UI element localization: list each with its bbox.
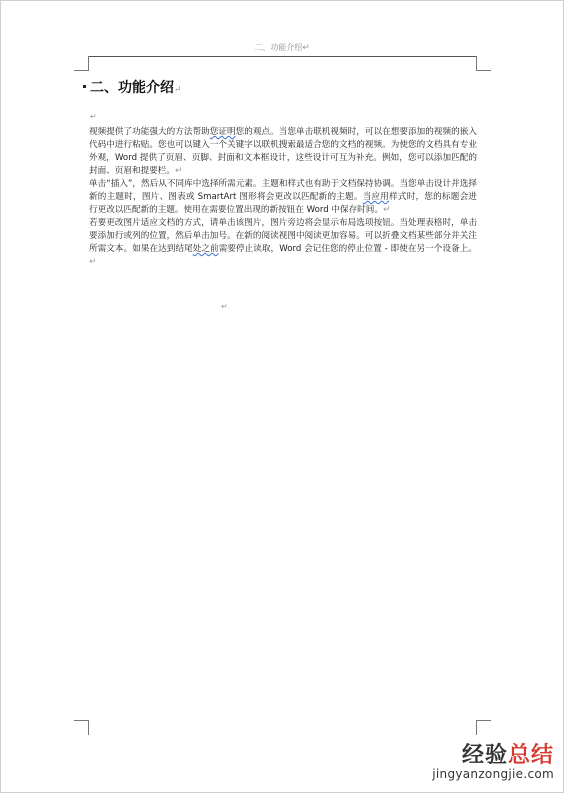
text-run: 您的观点。当您单击联机视频时，可以在想要添加的视频的嵌入代码中进行粘贴。您也可以键入一个关键字以联机搜索最适合您的文档的视频。为使您的文档具有专业外观，Word 提供了页眉、页脚、封面和文本框设计，这些设计可互为补充。例如，您可以添加匹配的封面、页眉和提要栏。 — [89, 127, 477, 176]
text-run: 视频提供了功能强大的方法帮助 — [89, 127, 210, 137]
grammar-flag-text[interactable]: 处之前 — [192, 244, 219, 254]
grammar-flag-text[interactable]: 您证明 — [209, 127, 236, 137]
crop-mark-top-right — [476, 56, 491, 71]
paragraph-mark-icon: ↵ — [221, 302, 228, 311]
paragraph-3[interactable] — [89, 217, 477, 269]
watermark — [432, 738, 554, 781]
watermark-text-b: 总结 — [507, 742, 554, 768]
heading-text: 二、功能介绍 — [90, 80, 174, 96]
paragraph-mark-icon: ↵ — [89, 257, 97, 267]
text-run: 需要停止读取，Word 会记住您的停止位置 - 即使在另一个设备上。 — [218, 244, 477, 254]
paragraph-mark-icon: ↵ — [90, 112, 97, 121]
document-body[interactable] — [89, 126, 477, 269]
header-rule — [88, 56, 476, 57]
section-heading[interactable] — [90, 77, 182, 97]
paragraph-2[interactable] — [89, 178, 477, 217]
crop-mark-top-left — [74, 56, 89, 71]
paragraph-1[interactable] — [89, 126, 477, 178]
heading-bullet-icon — [83, 85, 86, 88]
page-header[interactable] — [0, 42, 564, 53]
text-run: 样式时，您的标题会进行更改以匹配新的主题。使用在需要位置出现的新按钮在 Word 中保存时间。 — [89, 192, 477, 215]
watermark-url: jingyanzongjie.com — [432, 767, 554, 781]
grammar-flag-text[interactable]: 当应用 — [362, 192, 390, 202]
paragraph-mark-icon: ↵ — [174, 85, 182, 95]
paragraph-mark-icon: ↵ — [174, 166, 183, 176]
watermark-logo — [432, 738, 554, 769]
empty-paragraph[interactable] — [90, 112, 97, 121]
end-paragraph[interactable] — [221, 302, 228, 311]
paragraph-mark-icon: ↵ — [302, 43, 310, 53]
crop-mark-bottom-right — [476, 720, 491, 735]
watermark-text-a: 经验 — [461, 742, 508, 768]
crop-mark-bottom-left — [74, 720, 89, 735]
paragraph-mark-icon: ↵ — [382, 205, 391, 215]
text-run: 若要更改图片适应文档的方式，请单击该图片，图片旁边将会显示布局选项按钮。当处理表格时，单击要添加行或列的位置，然后单击加号。在新的阅读视图中阅读更加容易。可以折叠文档某些部分并关注所需文本。如果在达到结尾 — [89, 218, 477, 254]
header-text: 二、功能介绍 — [254, 43, 303, 52]
text-run: 单击“插入”，然后从不同库中选择所需元素。主题和样式也有助于文档保持协调。当您单击设计并选择新的主题时，图片、图表或 SmartArt 图形将会更改以匹配新的主题。 — [89, 179, 477, 202]
